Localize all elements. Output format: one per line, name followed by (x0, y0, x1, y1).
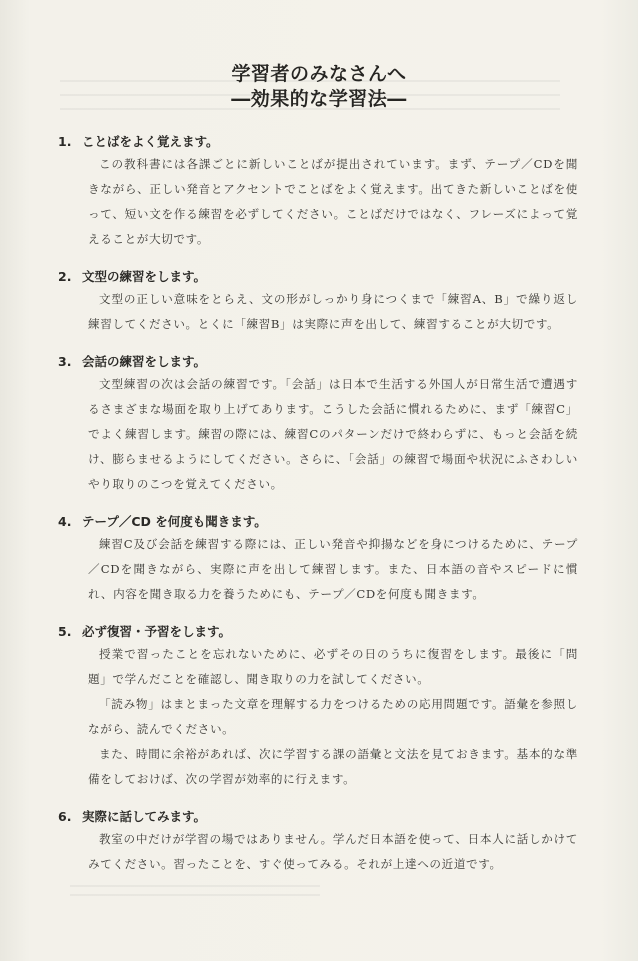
section-1 (58, 132, 578, 252)
section-title: 文型の練習をします。 (82, 269, 207, 284)
paragraph: 文型の正しい意味をとらえ、文の形がしっかり身につくまで「練習A、B」で繰り返し練習してください。とくに「練習B」は実際に声を出して、練習することが大切です。 (88, 292, 578, 331)
section-heading (58, 622, 578, 642)
paragraph: 練習C及び会話を練習する際には、正しい発音や抑揚などを身につけるために、テープ／CDを聞きながら、実際に声を出して練習します。また、日本語の音やスピードに慣れ、内容を聞き取る力を養うためにも、テープ／CDを何度も聞きます。 (88, 537, 578, 601)
section-heading (58, 807, 578, 827)
section-4 (58, 512, 578, 607)
section-2 (58, 267, 578, 337)
title-line-2: ―効果的な学習法― (231, 88, 407, 110)
section-number: 2. (58, 269, 72, 284)
section-title: 会話の練習をします。 (82, 354, 207, 369)
section-heading (58, 512, 578, 532)
paragraph: 「読み物」はまとまった文章を理解する力をつけるための応用問題です。語彙を参照しながら、読んでください。 (88, 697, 578, 736)
section-number: 4. (58, 514, 72, 529)
paragraph: 文型練習の次は会話の練習です。「会話」は日本で生活する外国人が日常生活で遭遇するさまざまな場面を取り上げてあります。こうした会話に慣れるために、まず「練習C」でよく練習します。練習の際には、練習Cのパターンだけで終わらずに、もっと会話を続け、膨らませるようにしてください。さらに、「会話」の練習で場面や状況にふさわしいやり取りのこつを覚えてください。 (88, 377, 578, 491)
section-3 (58, 352, 578, 497)
section-title: 実際に話してみます。 (82, 809, 207, 824)
paragraph: 授業で習ったことを忘れないために、必ずその日のうちに復習をします。最後に「問題」で学んだことを確認し、聞き取りの力を試してください。 (88, 647, 578, 686)
section-number: 5. (58, 624, 72, 639)
paragraph: 教室の中だけが学習の場ではありません。学んだ日本語を使って、日本人に話しかけてみてください。習ったことを、すぐ使ってみる。それが上達への近道です。 (88, 832, 578, 871)
section-heading (58, 352, 578, 372)
paragraph: また、時間に余裕があれば、次に学習する課の語彙と文法を見ておきます。基本的な準備をしておけば、次の学習が効率的に行えます。 (88, 747, 578, 786)
section-number: 6. (58, 809, 72, 824)
section-title: ことばをよく覚えます。 (82, 134, 219, 149)
section-title: テープ／CD を何度も聞きます。 (82, 514, 267, 529)
section-heading (58, 267, 578, 287)
section-title: 必ず復習・予習をします。 (82, 624, 232, 639)
section-6 (58, 807, 578, 877)
section-number: 1. (58, 134, 72, 149)
section-5 (58, 622, 578, 792)
page-title (0, 62, 638, 112)
section-number: 3. (58, 354, 72, 369)
section-heading (58, 132, 578, 152)
title-line-1: 学習者のみなさんへ (231, 63, 407, 85)
paragraph: この教科書には各課ごとに新しいことばが提出されています。まず、テープ／CDを聞きながら、正しい発音とアクセントでことばをよく覚えます。出てきた新しいことばを使って、短い文を作る練習を必ずしてください。ことばだけではなく、フレーズによって覚えることが大切です。 (88, 157, 578, 246)
content (58, 132, 578, 892)
